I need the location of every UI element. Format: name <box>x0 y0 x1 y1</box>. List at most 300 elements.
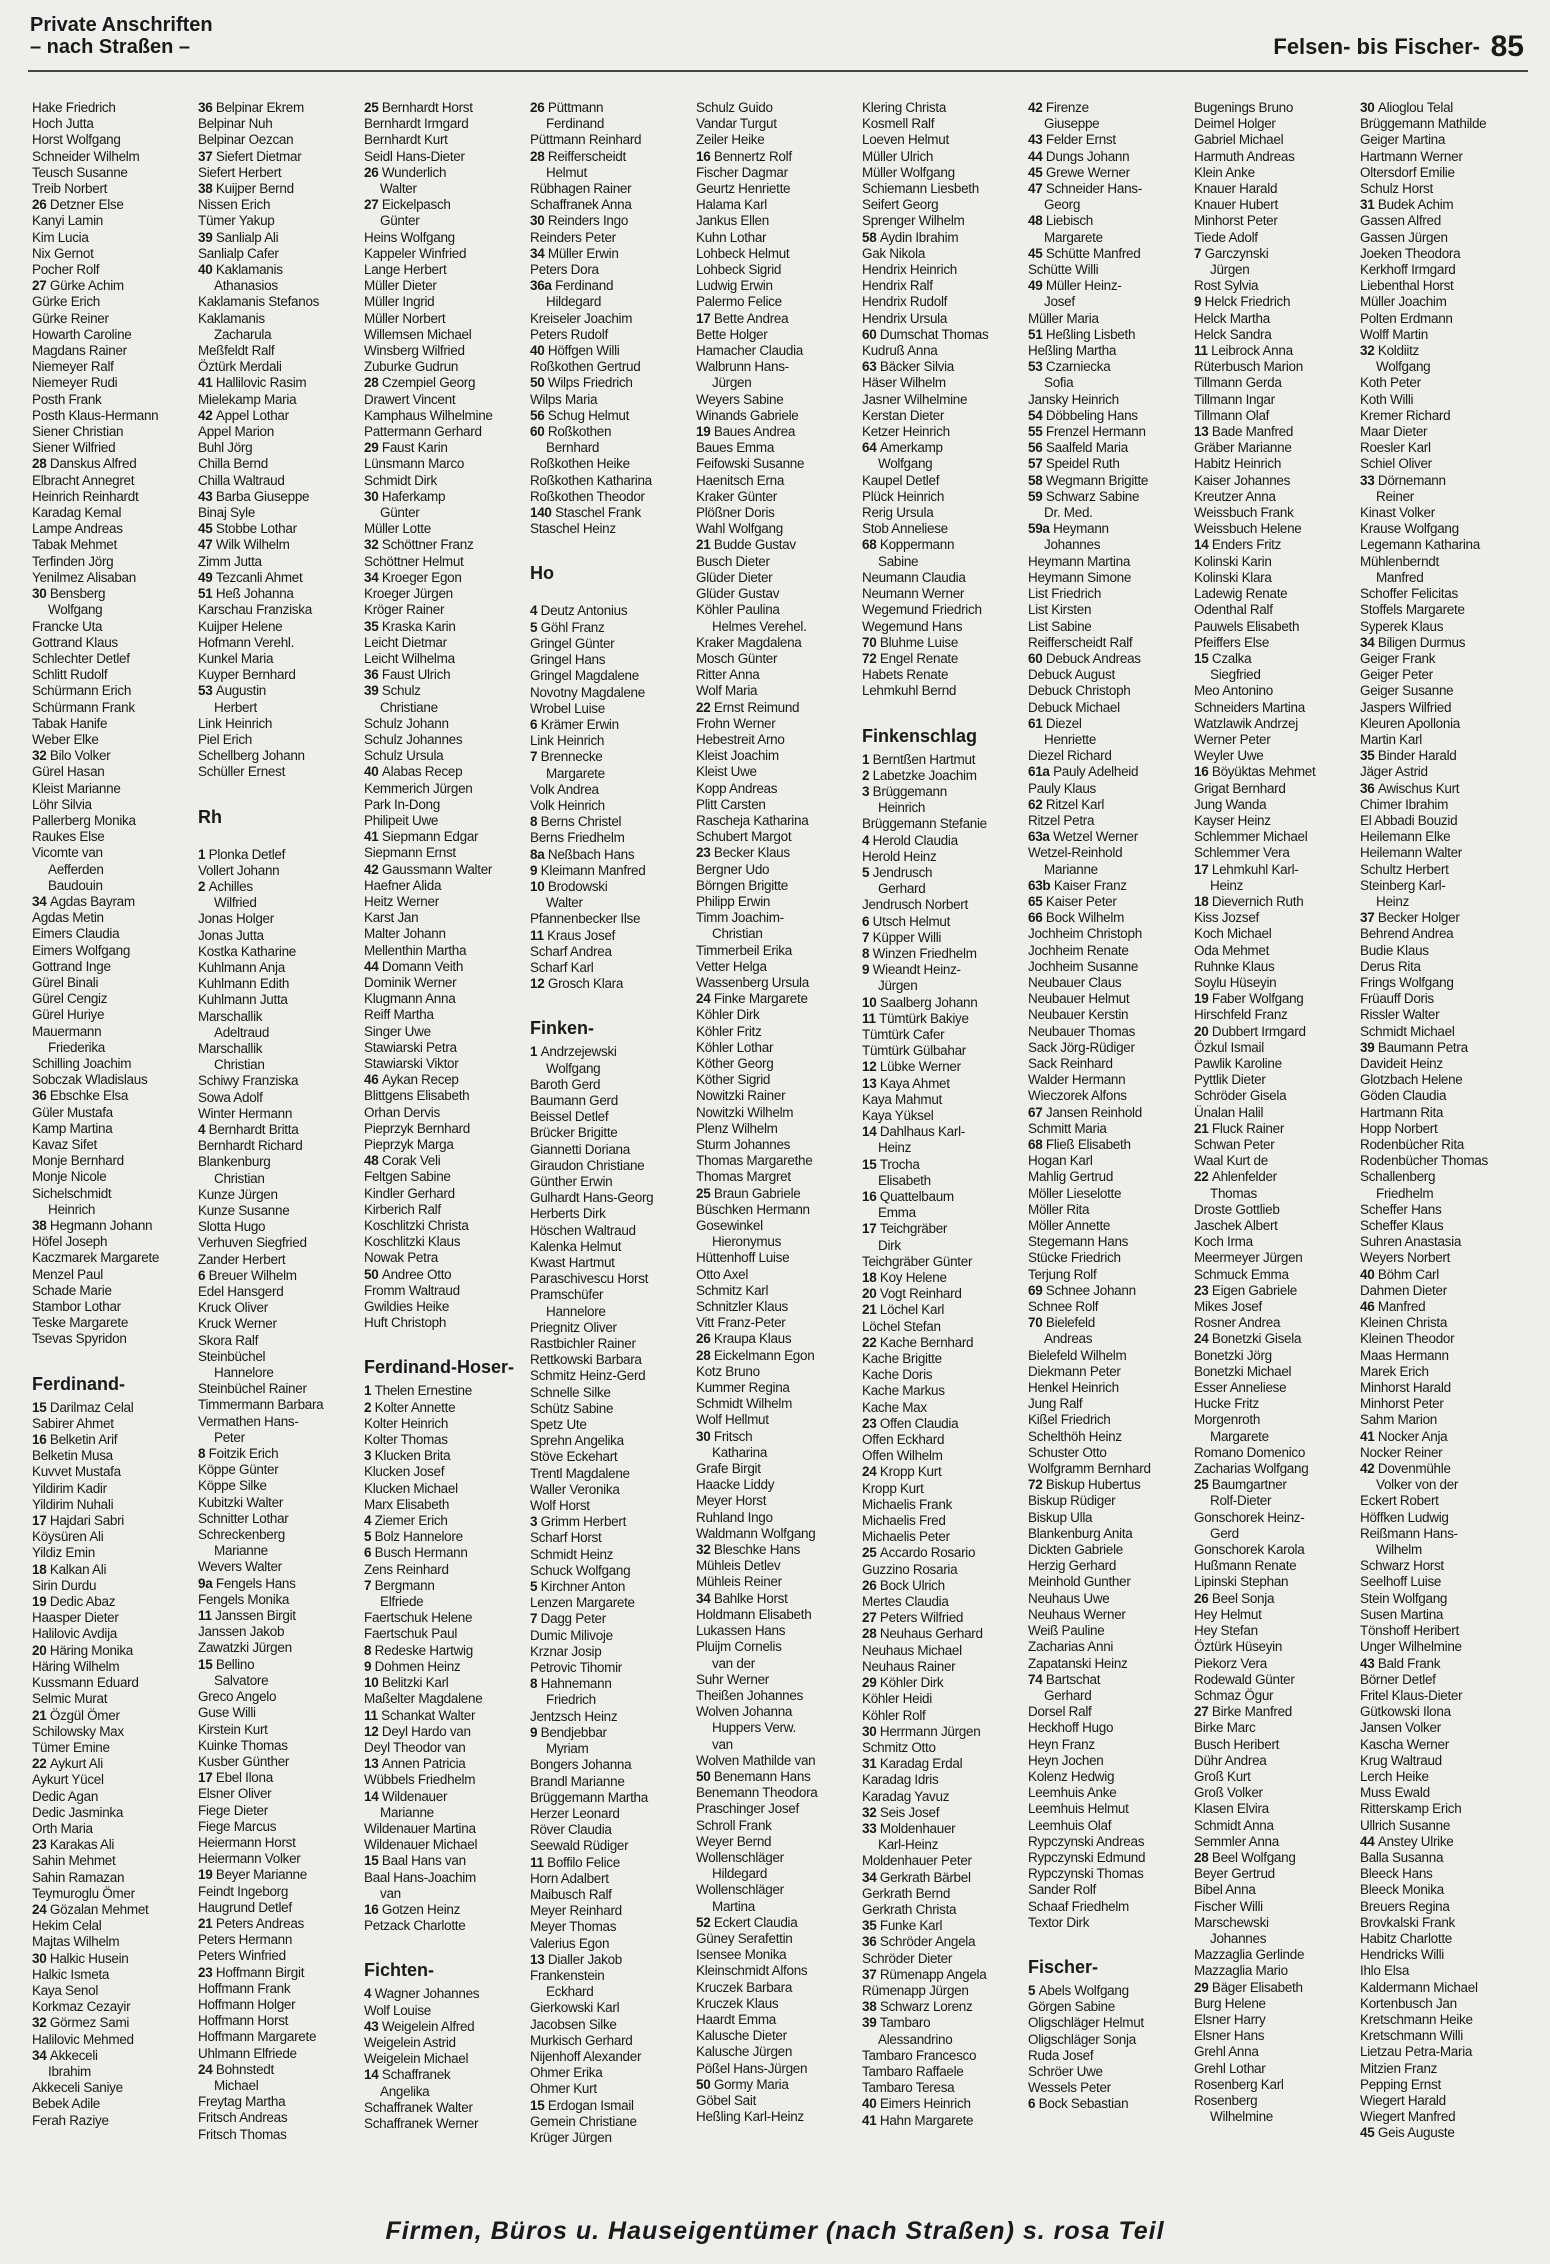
resident-name: Gaussmann Walter <box>381 861 493 877</box>
resident-entry: Bernhardt Richard <box>198 1138 303 1154</box>
resident-entry: Fromm Waltraud <box>364 1282 460 1298</box>
resident-entry: Orth Maria <box>32 1820 93 1836</box>
resident-name: Wilps Friedrich <box>547 375 633 391</box>
house-number: 9 <box>1194 294 1205 310</box>
resident-entry <box>32 1088 198 1104</box>
resident-entry: Wolfgramm Bernhard <box>1028 1461 1151 1477</box>
resident-continuation: Michael <box>214 2077 259 2093</box>
resident-entry <box>530 1676 696 1692</box>
resident-name: Bonetzki Gisela <box>1211 1331 1302 1347</box>
house-number: 12 <box>862 1059 880 1075</box>
resident-entry: Gürke Erich <box>32 294 100 310</box>
resident-entry: Hendricks Willi <box>1360 1947 1445 1963</box>
house-number: 2 <box>198 878 209 894</box>
resident-entry <box>364 1513 530 1529</box>
resident-entry: Terfinden Jörg <box>32 553 114 569</box>
resident-entry <box>862 930 1028 946</box>
resident-entry: Kummer Regina <box>696 1380 790 1396</box>
resident-entry: Minhorst Harald <box>1360 1380 1451 1396</box>
resident-entry <box>530 863 696 879</box>
resident-entry <box>198 1268 364 1284</box>
resident-entry: Müller Ingrid <box>364 294 435 310</box>
resident-entry: Suhr Werner <box>696 1671 769 1687</box>
resident-entry: Walder Hermann <box>1028 1072 1126 1088</box>
resident-entry: Kunze Susanne <box>198 1203 290 1218</box>
resident-entry <box>1194 1283 1360 1299</box>
resident-entry: Schuster Otto <box>1028 1444 1107 1460</box>
resident-entry: Seidl Hans-Dieter <box>364 148 465 164</box>
resident-entry: Helck Martha <box>1194 310 1270 326</box>
resident-entry: Schmaz Ögur <box>1194 1687 1274 1703</box>
resident-continuation: Georg <box>1044 197 1081 213</box>
resident-entry: Balla Susanna <box>1360 1849 1444 1865</box>
resident-entry <box>862 2113 1028 2129</box>
resident-entry <box>364 1724 530 1740</box>
resident-name: Faber Wolfgang <box>1211 991 1304 1007</box>
resident-name: Utsch Helmut <box>872 913 951 929</box>
resident-entry: Börner Detlef <box>1360 1671 1436 1687</box>
house-number: 66 <box>1028 910 1046 926</box>
resident-entry: Marschewski <box>1194 1914 1269 1930</box>
resident-entry: Weyer Bernd <box>696 1833 772 1849</box>
resident-entry: Möller Annette <box>1028 1218 1111 1234</box>
resident-entry: Kruck Oliver <box>198 1300 268 1316</box>
resident-name: Kuijper Bernd <box>215 181 294 197</box>
resident-entry: Schlitt Rudolf <box>32 667 108 683</box>
resident-entry <box>364 1708 530 1724</box>
resident-entry: Kosmell Ralf <box>862 116 935 132</box>
resident-continuation: Friedhelm <box>1376 1185 1434 1201</box>
resident-entry: Tümer Yakup <box>198 213 275 229</box>
resident-entry: Häser Wilhelm <box>862 375 946 391</box>
resident-entry: Kubitzki Walter <box>198 1494 284 1510</box>
resident-entry: Kache Doris <box>862 1367 933 1383</box>
resident-entry: Eckert Robert <box>1360 1493 1439 1509</box>
resident-name: Lehmkuhl Karl- <box>1211 861 1299 877</box>
resident-entry <box>32 1643 198 1659</box>
resident-name: Annen Patricia <box>381 1756 466 1772</box>
resident-entry <box>1360 343 1526 359</box>
resident-name: Schneider Hans- <box>1045 181 1142 197</box>
resident-name: Vogt Reinhard <box>879 1286 962 1302</box>
resident-entry: Rosenberg Karl <box>1194 2076 1284 2092</box>
resident-name: Kraupa Klaus <box>713 1331 792 1347</box>
resident-entry: Dumic Milivoje <box>530 1627 613 1643</box>
resident-entry: Kiss Jozsef <box>1194 910 1259 926</box>
house-number: 26 <box>32 197 50 213</box>
street-heading: Fichten- <box>364 1960 434 1981</box>
resident-entry: Joeken Theodora <box>1360 245 1461 261</box>
resident-entry: Roesler Karl <box>1360 440 1431 456</box>
resident-entry: Orhan Dervis <box>364 1104 440 1120</box>
resident-name: Bendjebbar <box>540 1724 607 1740</box>
resident-name: Kolter Annette <box>374 1399 456 1415</box>
resident-entry: Schmidt Heinz <box>530 1546 614 1562</box>
house-number: 14 <box>1194 537 1212 553</box>
resident-entry: Kolter Thomas <box>364 1432 448 1448</box>
resident-continuation: Hildegard <box>546 294 602 310</box>
resident-name: Schöttner Franz <box>381 537 474 553</box>
resident-entry <box>862 1270 1028 1286</box>
house-number: 16 <box>696 148 714 164</box>
resident-entry: Gemein Christiane <box>530 2113 637 2129</box>
resident-name: Halkic Husein <box>49 1950 129 1966</box>
resident-entry <box>32 1400 198 1416</box>
house-number: 27 <box>1194 1704 1212 1720</box>
resident-name: Gormy Maria <box>713 2076 789 2092</box>
house-number: 44 <box>364 958 382 974</box>
resident-entry: Gräber Marianne <box>1194 440 1292 456</box>
resident-name: Ebschke Elsa <box>49 1088 129 1104</box>
resident-entry <box>862 1918 1028 1934</box>
resident-entry: Selmic Murat <box>32 1691 108 1707</box>
resident-name: Böhm Carl <box>1377 1266 1439 1282</box>
house-number: 36 <box>364 667 382 683</box>
resident-entry: Grafe Birgit <box>696 1461 761 1477</box>
resident-entry: Oda Mehmet <box>1194 942 1270 958</box>
resident-entry: Deyl Theodor van <box>364 1739 466 1755</box>
resident-entry: Groß Kurt <box>1194 1768 1251 1784</box>
resident-entry <box>1028 440 1194 456</box>
resident-entry: Nowak Petra <box>364 1250 438 1266</box>
resident-entry: Mertes Claudia <box>862 1594 949 1610</box>
house-number: 15 <box>530 2097 548 2113</box>
resident-entry <box>1194 894 1360 910</box>
house-number: 72 <box>1028 1477 1046 1493</box>
resident-name: Peters Andreas <box>215 1915 304 1931</box>
resident-entry: Kreutzer Anna <box>1194 488 1276 504</box>
resident-continuation: Helmes Verehel. <box>712 618 807 634</box>
resident-entry: Wegemund Hans <box>862 618 963 634</box>
resident-entry: Rost Sylvia <box>1194 278 1259 294</box>
resident-entry: Diekmann Peter <box>1028 1363 1121 1379</box>
resident-entry: Henkel Heinrich <box>1028 1380 1119 1396</box>
resident-entry: Meo Antonino <box>1194 683 1273 699</box>
resident-entry: Hey Stefan <box>1194 1623 1258 1639</box>
resident-name: Eimers Heinrich <box>879 2096 971 2112</box>
house-number: 22 <box>32 1756 50 1772</box>
resident-entry: Paraschivescu Horst <box>530 1271 649 1287</box>
resident-entry: Kropp Kurt <box>862 1480 924 1496</box>
resident-entry: Heckhoff Hugo <box>1028 1720 1114 1736</box>
resident-entry: Rerig Ursula <box>862 505 934 521</box>
resident-entry: Jentzsch Heinz <box>530 1708 618 1724</box>
resident-entry: Ruhland Ingo <box>696 1509 773 1525</box>
resident-entry: Gringel Magdalene <box>530 668 639 684</box>
resident-entry <box>862 1999 1028 2015</box>
resident-entry: Geiger Peter <box>1360 667 1433 683</box>
resident-continuation: van <box>380 1885 401 1901</box>
resident-entry: Jendrusch Norbert <box>862 897 968 913</box>
house-number: 9 <box>530 862 541 878</box>
resident-entry: Roßkothen Katharina <box>530 472 652 488</box>
house-number: 67 <box>1028 1104 1046 1120</box>
resident-entry: Jankus Ellen <box>696 213 769 229</box>
resident-continuation: Gerhard <box>1044 1687 1092 1703</box>
resident-entry: Hendrix Heinrich <box>862 262 957 278</box>
resident-entry: Wollenschläger <box>696 1849 784 1865</box>
house-number: 23 <box>1194 1282 1212 1298</box>
house-number: 60 <box>530 424 548 440</box>
resident-entry <box>696 1591 862 1607</box>
resident-name: Baues Andrea <box>713 424 796 440</box>
house-number: 26 <box>696 1331 714 1347</box>
resident-entry: Peters Hermann <box>198 1932 293 1948</box>
resident-name: Eickelmann Egon <box>713 1347 815 1363</box>
resident-entry <box>1028 1983 1194 1999</box>
resident-entry: Haenitsch Erna <box>696 472 785 488</box>
house-number: 42 <box>364 861 382 877</box>
resident-entry: Büschken Hermann <box>696 1201 810 1217</box>
resident-name: Deyl Hardo van <box>381 1723 471 1739</box>
resident-continuation: Manfred <box>1376 569 1424 585</box>
resident-entry: Stegemann Hans <box>1028 1234 1129 1250</box>
resident-entry: List Kirsten <box>1028 602 1092 618</box>
resident-entry: Freytag Martha <box>198 2094 286 2110</box>
house-number: 40 <box>862 2096 880 2112</box>
resident-entry: Dominik Werner <box>364 974 457 990</box>
house-number: 14 <box>364 1788 382 1804</box>
resident-name: Hegmann Johann <box>49 1218 153 1234</box>
resident-name: Funke Karl <box>879 1918 943 1934</box>
resident-continuation: Dirk <box>878 1237 901 1253</box>
house-number: 28 <box>862 1626 880 1642</box>
resident-entry: Wieczorek Alfons <box>1028 1088 1127 1104</box>
resident-entry <box>530 1514 696 1530</box>
house-number: 61 <box>1028 715 1046 731</box>
house-number: 13 <box>530 1951 548 1967</box>
resident-entry: Kappeler Winfried <box>364 245 467 261</box>
house-number: 39 <box>198 229 216 245</box>
resident-entry: Schneider Wilhelm <box>32 148 140 164</box>
street-heading: Fischer- <box>1028 1956 1099 1977</box>
resident-entry: Teusch Susanne <box>32 164 128 180</box>
resident-entry: Schürmann Erich <box>32 683 132 699</box>
resident-name: Sanlialp Ali <box>215 229 279 245</box>
resident-entry: Agdas Metin <box>32 910 104 926</box>
house-number: 16 <box>32 1432 50 1448</box>
resident-entry: Winsberg Wilfried <box>364 343 465 359</box>
resident-entry: Kraker Günter <box>696 488 777 504</box>
resident-name: Bald Frank <box>1377 1655 1441 1671</box>
resident-entry <box>530 375 696 391</box>
resident-entry: Peters Rudolf <box>530 326 608 342</box>
house-number: 6 <box>862 913 873 929</box>
resident-continuation: Friedrich <box>546 1692 596 1708</box>
resident-entry: Nissen Erich <box>198 197 271 213</box>
resident-entry: Yildiz Emin <box>32 1545 95 1561</box>
resident-entry <box>1360 635 1526 651</box>
resident-entry: Hopp Norbert <box>1360 1120 1438 1136</box>
resident-entry: Heyn Franz <box>1028 1736 1095 1752</box>
resident-entry: Tsevas Spyridon <box>32 1331 127 1347</box>
resident-name: Kaiser Franz <box>1053 877 1127 893</box>
resident-name: Beel Wolfgang <box>1211 1849 1296 1865</box>
resident-entry <box>1028 716 1194 732</box>
resident-entry: Dühr Andrea <box>1194 1752 1267 1768</box>
resident-entry: Bergner Udo <box>696 861 770 877</box>
house-number: 32 <box>1360 343 1378 359</box>
house-number: 49 <box>1028 278 1046 294</box>
house-number: 41 <box>862 2112 880 2128</box>
resident-entry: Kleist Uwe <box>696 764 757 780</box>
page-number: 85 <box>1490 30 1524 63</box>
resident-entry: Jochheim Christoph <box>1028 926 1142 942</box>
house-number: 40 <box>198 262 216 278</box>
resident-name: Budde Gustav <box>713 537 796 553</box>
resident-entry: Kascha Werner <box>1360 1736 1449 1752</box>
resident-entry: Knauer Harald <box>1194 181 1278 197</box>
resident-continuation: Günter <box>380 505 420 521</box>
house-number: 26 <box>530 100 548 115</box>
house-number: 1 <box>862 751 873 767</box>
resident-entry: Herberts Dirk <box>530 1206 606 1222</box>
resident-name: Bensberg <box>49 586 106 602</box>
resident-entry: Maibusch Ralf <box>530 1886 612 1902</box>
resident-entry <box>1194 1169 1360 1185</box>
resident-entry: Köysüren Ali <box>32 1529 104 1545</box>
directory-column <box>530 100 696 2190</box>
resident-name: Böyüktas Mehmet <box>1211 764 1316 780</box>
resident-entry: Schwarz Horst <box>1360 1558 1444 1574</box>
resident-entry: Görgen Sabine <box>1028 1999 1115 2015</box>
house-number: 22 <box>696 699 714 715</box>
house-number: 50 <box>530 375 548 391</box>
resident-entry: Maar Dieter <box>1360 424 1428 440</box>
resident-entry: Güney Serafettin <box>696 1930 793 1946</box>
resident-entry: Schwan Peter <box>1194 1137 1275 1152</box>
house-number: 15 <box>1194 650 1212 666</box>
resident-entry: Nowitzki Wilhelm <box>696 1104 794 1120</box>
house-number: 7 <box>364 1577 375 1593</box>
house-number: 9 <box>862 962 873 978</box>
resident-entry <box>1360 1656 1526 1672</box>
house-number: 31 <box>1360 197 1378 213</box>
resident-entry: Haacke Liddy <box>696 1477 775 1493</box>
resident-entry: Köhler Lothar <box>696 1039 774 1055</box>
house-number: 6 <box>530 716 541 732</box>
resident-continuation: Thomas <box>1210 1185 1257 1201</box>
resident-entry <box>1360 1429 1526 1445</box>
resident-entry: Birke Marc <box>1194 1720 1256 1736</box>
house-number: 41 <box>198 375 216 391</box>
resident-entry: Geiger Frank <box>1360 650 1436 666</box>
resident-entry: Busch Heribert <box>1194 1736 1280 1752</box>
house-number: 68 <box>862 537 880 553</box>
resident-entry: Debuck Michael <box>1028 699 1120 715</box>
house-number: 21 <box>696 537 714 553</box>
resident-entry: Sichelschmidt <box>32 1185 112 1201</box>
resident-entry: Rümenapp Jürgen <box>862 1982 969 1998</box>
street-heading: Ho <box>530 563 554 584</box>
house-number: 3 <box>364 1448 375 1464</box>
resident-entry: Marschallik <box>198 1040 263 1056</box>
resident-entry: Tümtürk Gülbahar <box>862 1043 966 1059</box>
resident-name: Engel Renate <box>879 650 959 666</box>
resident-entry: Ludwig Erwin <box>696 278 773 294</box>
resident-continuation: Wilhelmine <box>1210 2109 1274 2125</box>
resident-entry <box>862 537 1028 553</box>
resident-entry: Offen Eckhard <box>862 1432 945 1448</box>
resident-entry <box>1194 537 1360 553</box>
resident-name: Becker Holger <box>1377 910 1460 926</box>
resident-entry <box>1028 1672 1194 1688</box>
resident-entry: Philipeit Uwe <box>364 812 439 828</box>
resident-entry: Piel Erich <box>198 731 253 747</box>
house-number: 24 <box>696 991 714 1007</box>
house-number: 19 <box>32 1594 50 1610</box>
resident-entry <box>364 1400 530 1416</box>
house-number: 21 <box>1194 1120 1212 1136</box>
house-number: 34 <box>32 2047 50 2063</box>
resident-entry: Benemann Theodora <box>696 1785 818 1801</box>
resident-name: Bäcker Silvia <box>879 359 955 375</box>
resident-entry: Yenilmez Alisaban <box>32 569 136 585</box>
resident-entry: Nijenhoff Alexander <box>530 2048 642 2064</box>
resident-name: Hahn Margarete <box>879 2112 974 2128</box>
resident-name: Dedic Abaz <box>49 1594 116 1610</box>
house-number: 57 <box>1028 456 1046 472</box>
resident-entry: Timmermann Barbara <box>198 1397 324 1413</box>
resident-entry: Reifferscheidt Ralf <box>1028 634 1133 650</box>
house-number: 17 <box>862 1221 880 1237</box>
resident-entry: Weyers Norbert <box>1360 1250 1451 1266</box>
resident-entry <box>696 1769 862 1785</box>
resident-entry: Kuhlmann Jutta <box>198 992 288 1008</box>
resident-entry <box>32 456 198 472</box>
house-number: 43 <box>1360 1655 1378 1671</box>
resident-entry: Kremer Richard <box>1360 407 1451 423</box>
resident-entry <box>198 1916 364 1932</box>
resident-entry: Brandl Marianne <box>530 1773 625 1789</box>
resident-continuation: Christian <box>712 926 763 942</box>
resident-entry <box>32 278 198 294</box>
house-number: 8 <box>364 1642 375 1658</box>
resident-entry: Weyler Uwe <box>1194 748 1264 764</box>
resident-entry: Jasner Wilhelmine <box>862 391 968 407</box>
resident-continuation: Ibrahim <box>48 2063 91 2079</box>
resident-entry: Lukassen Hans <box>696 1623 786 1639</box>
house-number: 35 <box>364 618 382 634</box>
resident-entry: Feindt Ingeborg <box>198 1883 289 1899</box>
house-number: 44 <box>1360 1833 1378 1849</box>
resident-entry: Winter Hermann <box>198 1105 293 1121</box>
resident-entry: Loeven Helmut <box>862 132 949 148</box>
resident-entry: Klering Christa <box>862 100 947 115</box>
resident-name: Dungs Johann <box>1045 148 1130 164</box>
house-number: 13 <box>862 1075 880 1091</box>
resident-entry: Marschallik <box>198 1008 263 1024</box>
resident-entry: Pramschüfer <box>530 1287 604 1303</box>
resident-entry: Novotny Magdalene <box>530 684 645 700</box>
resident-name: Kraska Karin <box>381 618 456 634</box>
resident-entry: Karschau Franziska <box>198 602 312 618</box>
resident-entry: Gonschorek Karola <box>1194 1542 1305 1558</box>
resident-entry: Pauwels Elisabeth <box>1194 618 1300 634</box>
resident-entry: Akkeceli Saniye <box>32 2080 123 2096</box>
resident-entry <box>1194 1121 1360 1137</box>
resident-entry <box>862 1821 1028 1837</box>
resident-entry <box>530 1952 696 1968</box>
resident-entry: Petrovic Tihomir <box>530 1660 622 1676</box>
resident-entry: Heitz Werner <box>364 893 439 909</box>
resident-entry: Meyer Thomas <box>530 1919 617 1935</box>
resident-continuation: Marianne <box>1044 861 1098 877</box>
resident-entry: Nix Gernot <box>32 245 94 261</box>
resident-name: Bielefeld <box>1045 1315 1095 1331</box>
resident-entry: Schmitz Otto <box>862 1739 936 1755</box>
resident-entry <box>364 1643 530 1659</box>
